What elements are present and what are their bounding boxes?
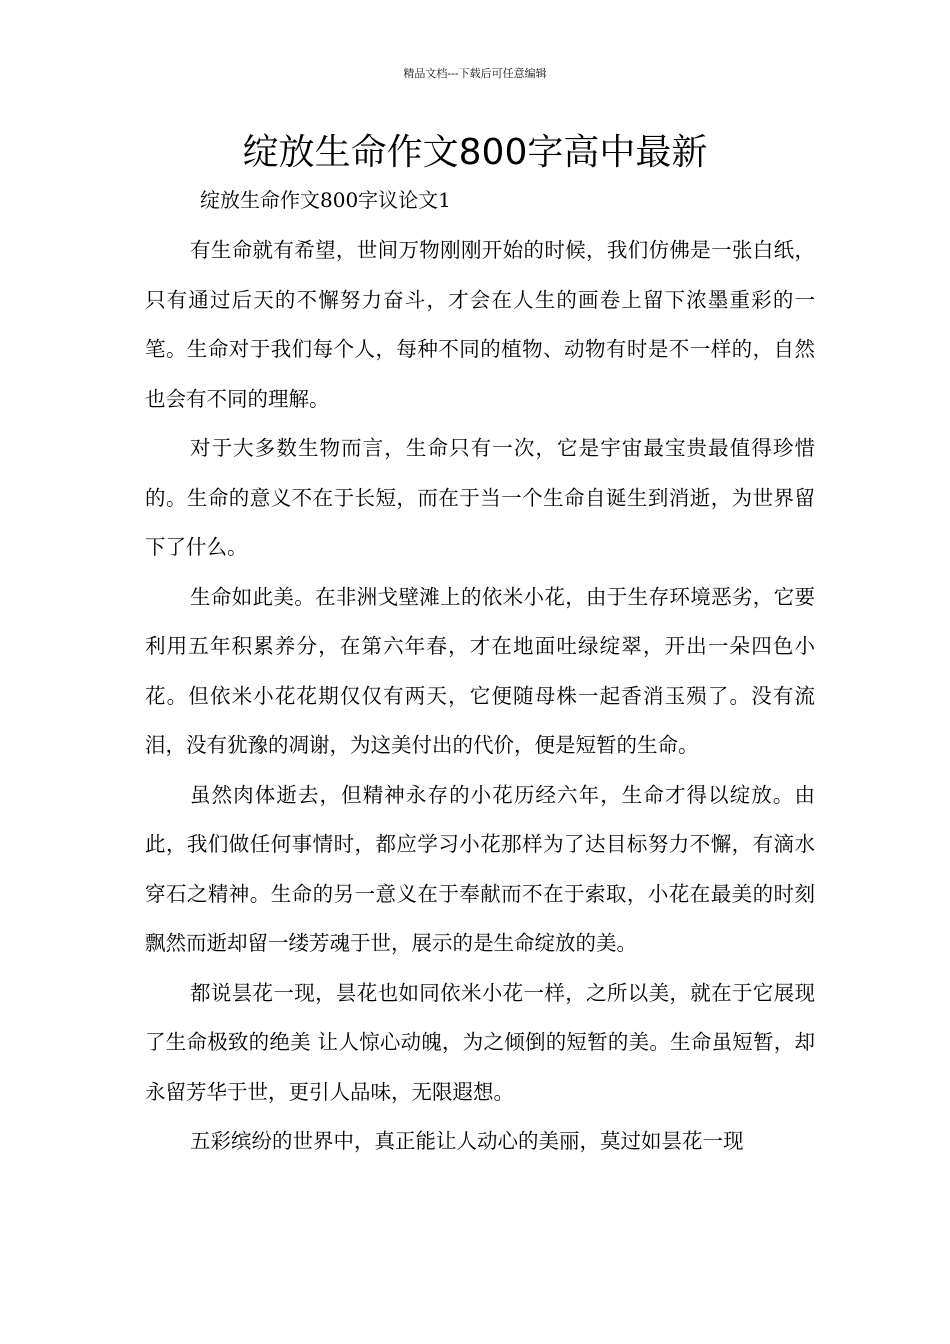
paragraph-5: 都说昙花一现，昙花也如同依米小花一样，之所以美，就在于它展现了生命极致的绝美 让人惊心动魄，为之倾倒的短暂的美。生命虽短暂，却永留芳华于世，更引人品味，无限遐想。 [145,980,815,1104]
header-note: 精品文档---下载后可任意编辑 [403,67,547,80]
document-subtitle: 绽放生命作文800字议论文1 [200,188,451,212]
document-title: 绽放生命作文800字高中最新 [242,132,708,173]
paragraph-6: 五彩缤纷的世界中，真正能让人动心的美丽，莫过如昙花一现 [190,1129,744,1153]
paragraph-2: 对于大多数生物而言，生命只有一次，它是宇宙最宝贵最值得珍惜的。生命的意义不在于长短，而在于当一个生命自诞生到消逝，为世界留下了什么。 [145,436,815,559]
paragraph-1: 有生命就有希望，世间万物刚刚开始的时候，我们仿佛是一张白纸，只有通过后天的不懈努力奋斗，才会在人生的画卷上留下浓墨重彩的一笔。生命对于我们每个人，每种不同的植物、动物有时是不一样的，自然也会有不同的理解。 [145,238,815,411]
paragraph-4: 虽然肉体逝去，但精神永存的小花历经六年，生命才得以绽放。由此，我们做任何事情时，都应学习小花那样为了达目标努力不懈，有滴水穿石之精神。生命的另一意义在于奉献而不在于索取，小花在最美的时刻飘然而逝却留一缕芳魂于世，展示的是生命绽放的美。 [145,782,815,955]
document-body [145,226,815,1167]
paragraph-3: 生命如此美。在非洲戈壁滩上的依米小花，由于生存环境恶劣，它要利用五年积累养分，在第六年春，才在地面吐绿绽翠，开出一朵四色小花。但依米小花花期仅仅有两天，它便随母株一起香消玉殒了。没有流泪，没有犹豫的凋谢，为这美付出的代价，便是短暂的生命。 [145,584,815,757]
